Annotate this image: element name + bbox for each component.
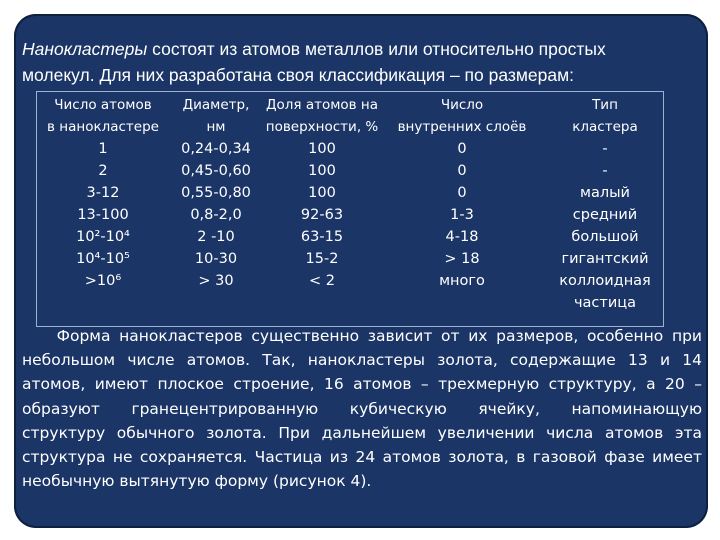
paragraph-line: структуру обычного золота. При дальнейшем увеличении числа атомов эта xyxy=(22,423,702,442)
column-header: в нанокластере xyxy=(47,119,159,135)
paragraph-line: образуют гранецентрированную кубическую ячейку, напоминающую xyxy=(22,399,702,418)
table-cell: 100 xyxy=(308,141,336,157)
table-cell: 100 xyxy=(308,163,336,179)
classification-table xyxy=(36,91,664,327)
paragraph-line: атомов, имеют плоское строение, 16 атомов – трехмерную структуру, а 20 – xyxy=(22,375,702,394)
intro-lead-term: Нанокластеры xyxy=(22,39,148,59)
table-cell: 0,55-0,80 xyxy=(181,185,251,201)
column-header: нм xyxy=(206,119,226,135)
table-cell: 4-18 xyxy=(445,229,479,245)
column-inner-layers xyxy=(389,94,535,292)
paragraph-line: необычную вытянутую форму (рисунок 4). xyxy=(22,472,372,491)
table-cell: > 18 xyxy=(444,251,480,267)
column-header: поверхности, % xyxy=(265,119,379,135)
table-cell: - xyxy=(602,141,608,157)
table-cell: 0 xyxy=(457,141,467,157)
column-header: Число xyxy=(440,97,484,113)
intro-text xyxy=(22,36,704,88)
table-cell: 0,24-0,34 xyxy=(181,141,251,157)
table-cell: коллоидная xyxy=(559,273,651,289)
table-cell: средний xyxy=(572,207,638,223)
description-paragraph xyxy=(22,324,702,493)
table-cell: - xyxy=(602,163,608,179)
table-cell: > 30 xyxy=(198,273,234,289)
table-cell: малый xyxy=(580,185,630,201)
column-surface-share xyxy=(249,94,395,292)
table-cell: гигантский xyxy=(561,251,649,267)
paragraph-line: структура не сохраняется. Частица из 24 атомов золота, в газовой фазе имеет xyxy=(22,448,702,467)
table-cell: 100 xyxy=(308,185,336,201)
paragraph-line: небольшом числе атомов. Так, нанокластеры золота, содержащие 13 и 14 xyxy=(22,351,702,370)
table-cell: много xyxy=(439,273,485,289)
paragraph-line: Форма нанокластеров существенно зависит от их размеров, особенно при xyxy=(22,327,702,345)
table-cell: 3-12 xyxy=(86,185,120,201)
table-cell: 10-30 xyxy=(194,251,238,267)
column-header: Доля атомов на xyxy=(265,97,379,113)
column-header: Число атомов xyxy=(54,97,152,113)
column-atom-count xyxy=(37,94,169,292)
table-cell: 2 xyxy=(98,163,108,179)
table-cell: 1-3 xyxy=(450,207,474,223)
intro-line-2: молекул. Для них разработана своя классификация – по размерам: xyxy=(22,65,575,85)
table-cell: 63-15 xyxy=(300,229,344,245)
table-cell: большой xyxy=(571,229,639,245)
table-cell: < 2 xyxy=(309,273,335,289)
table-cell: 0 xyxy=(457,185,467,201)
column-header: Тип xyxy=(592,97,618,113)
table-cell: >10⁶ xyxy=(84,273,122,289)
table-cell: 10²-10⁴ xyxy=(76,229,130,245)
table-cell: 0,8-2,0 xyxy=(190,207,242,223)
table-cell: 0 xyxy=(457,163,467,179)
column-cluster-type xyxy=(549,94,661,314)
column-header: Диаметр, xyxy=(182,97,250,113)
intro-line-1-rest: состоят из атомов металлов или относительно простых xyxy=(147,39,606,59)
table-cell: 1 xyxy=(98,141,108,157)
intro-line-1 xyxy=(22,36,704,62)
table-cell: 0,45-0,60 xyxy=(181,163,251,179)
table-cell: частица xyxy=(573,295,637,311)
table-cell: 10⁴-10⁵ xyxy=(76,251,130,267)
table-cell: 2 -10 xyxy=(197,229,235,245)
table-cell: 15-2 xyxy=(305,251,339,267)
table-cell: 13-100 xyxy=(77,207,129,223)
slide-panel xyxy=(14,14,708,528)
column-header: кластера xyxy=(572,119,638,135)
column-header: внутренних слоёв xyxy=(397,119,527,135)
table-cell: 92-63 xyxy=(300,207,344,223)
